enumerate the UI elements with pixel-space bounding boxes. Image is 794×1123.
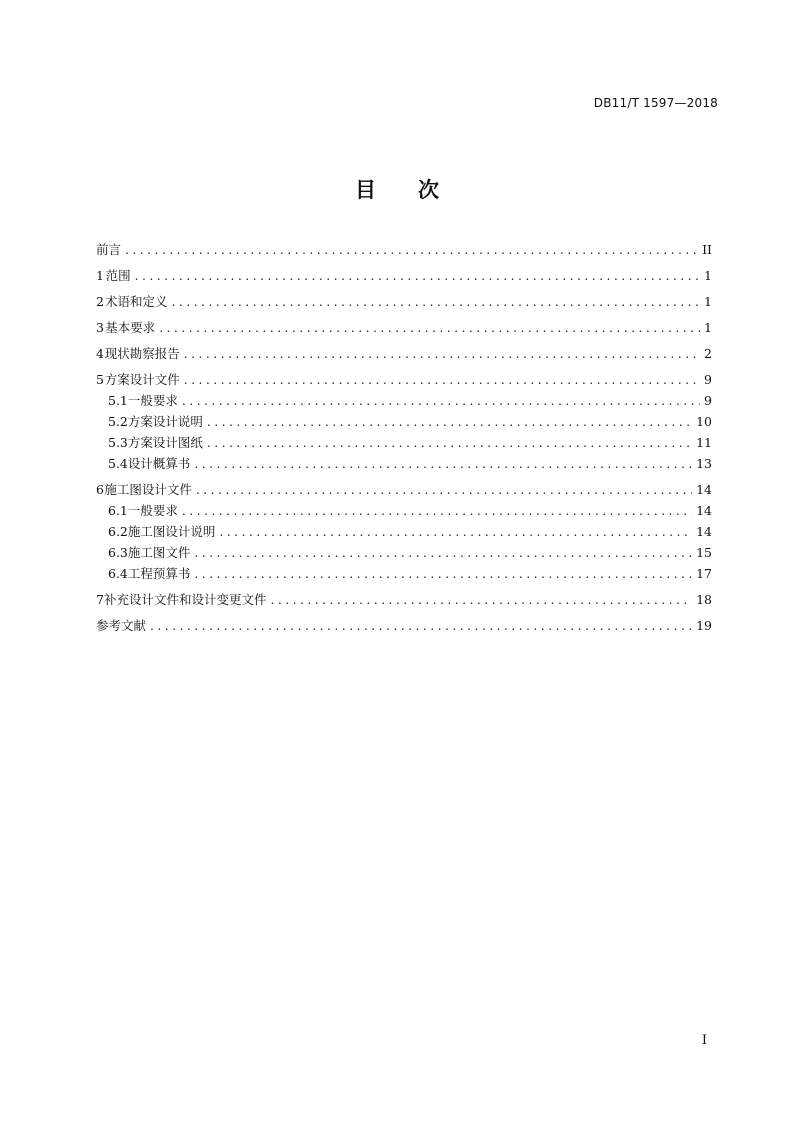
toc-entry-number: 5.3 <box>108 435 128 450</box>
toc-entry-page: 14 <box>696 503 712 518</box>
toc-title: 目 次 <box>355 178 439 202</box>
toc-entry-page: 17 <box>696 566 712 581</box>
toc-entry-title: 施工图设计说明 <box>127 524 216 539</box>
toc-entry-title: 术语和定义 <box>104 294 168 309</box>
toc-entry-page: 14 <box>696 482 712 497</box>
toc-dot-leader <box>194 456 692 471</box>
toc-subentry[interactable] <box>96 564 712 585</box>
toc-dot-leader <box>194 566 692 581</box>
toc-entry-page: 15 <box>696 545 712 560</box>
toc-entry[interactable] <box>96 344 712 365</box>
toc-subentry[interactable] <box>96 412 712 433</box>
toc-subentry[interactable] <box>96 391 712 412</box>
toc-dot-leader <box>219 524 692 539</box>
toc-entry-number: 6.2 <box>108 524 128 539</box>
toc-entry[interactable] <box>96 590 712 611</box>
toc-entry-number: 6.1 <box>108 503 128 518</box>
toc-entry-number: 6.3 <box>108 545 128 560</box>
toc-dot-leader <box>125 242 698 257</box>
toc-entry-number: 4 <box>96 346 104 361</box>
toc-subentry[interactable] <box>96 543 712 564</box>
toc-entry-page: 1 <box>704 320 712 335</box>
toc-entry-number: 6 <box>96 482 104 497</box>
document-code: DB11/T 1597—2018 <box>593 96 718 110</box>
toc-entry-number: 5.1 <box>108 393 128 408</box>
toc-subentry[interactable] <box>96 522 712 543</box>
table-of-contents <box>96 240 712 637</box>
toc-dot-leader <box>207 435 692 450</box>
toc-entry-title: 补充设计文件和设计变更文件 <box>103 592 267 607</box>
toc-entry-title: 范围 <box>105 268 131 283</box>
toc-entry-page: 11 <box>696 435 712 450</box>
toc-entry[interactable] <box>96 266 712 287</box>
toc-dot-leader <box>196 482 692 497</box>
toc-entry-number: 3 <box>96 320 104 335</box>
toc-entry-page: 14 <box>696 524 712 539</box>
toc-entry-page: 19 <box>696 618 712 633</box>
toc-entry-number: 1 <box>96 268 104 283</box>
toc-subentry[interactable] <box>96 501 712 522</box>
toc-entry-title: 工程预算书 <box>127 566 191 581</box>
toc-entry-page: 1 <box>704 268 712 283</box>
toc-entry-title: 施工图文件 <box>127 545 191 560</box>
toc-subentry[interactable] <box>96 454 712 475</box>
toc-entry-title: 方案设计文件 <box>104 372 180 387</box>
toc-entry[interactable] <box>96 370 712 391</box>
toc-entry-page: 9 <box>704 372 712 387</box>
toc-dot-leader <box>207 414 692 429</box>
toc-dot-leader <box>182 393 700 408</box>
toc-dot-leader <box>171 294 700 309</box>
toc-entry-title: 施工图设计文件 <box>104 482 192 497</box>
toc-entry-title: 方案设计说明 <box>127 414 203 429</box>
toc-entry-title: 基本要求 <box>105 320 156 335</box>
toc-entry-number: 2 <box>96 294 104 309</box>
toc-entry[interactable] <box>96 616 712 637</box>
page-number: I <box>701 1033 707 1048</box>
toc-entry-title: 一般要求 <box>127 503 178 518</box>
toc-dot-leader <box>150 618 692 633</box>
toc-entry-page: II <box>702 242 712 257</box>
toc-entry-title: 设计概算书 <box>127 456 191 471</box>
toc-entry-number: 5 <box>96 372 104 387</box>
toc-entry-number: 5.2 <box>108 414 128 429</box>
toc-entry-title: 方案设计图纸 <box>127 435 203 450</box>
toc-entry-number: 5.4 <box>108 456 128 471</box>
toc-entry-page: 13 <box>696 456 712 471</box>
toc-entry-page: 1 <box>704 294 712 309</box>
toc-entry[interactable] <box>96 480 712 501</box>
toc-dot-leader <box>184 372 700 387</box>
toc-entry-page: 10 <box>696 414 712 429</box>
toc-entry-number: 6.4 <box>108 566 128 581</box>
toc-subentry[interactable] <box>96 433 712 454</box>
toc-entry-page: 9 <box>704 393 712 408</box>
toc-dot-leader <box>184 346 700 361</box>
toc-dot-leader <box>194 545 692 560</box>
toc-entry-page: 18 <box>696 592 712 607</box>
toc-entry[interactable] <box>96 318 712 339</box>
toc-dot-leader <box>182 503 692 518</box>
toc-entry-number: 7 <box>96 592 104 607</box>
toc-entry[interactable] <box>96 240 712 261</box>
toc-entry[interactable] <box>96 292 712 313</box>
toc-dot-leader <box>159 320 700 335</box>
toc-entry-title: 前言 <box>96 242 122 257</box>
toc-entry-title: 一般要求 <box>127 393 178 408</box>
toc-entry-title: 现状勘察报告 <box>104 346 180 361</box>
toc-entry-page: 2 <box>704 346 712 361</box>
toc-dot-leader <box>270 592 692 607</box>
toc-entry-title: 参考文献 <box>96 618 147 633</box>
toc-dot-leader <box>135 268 700 283</box>
